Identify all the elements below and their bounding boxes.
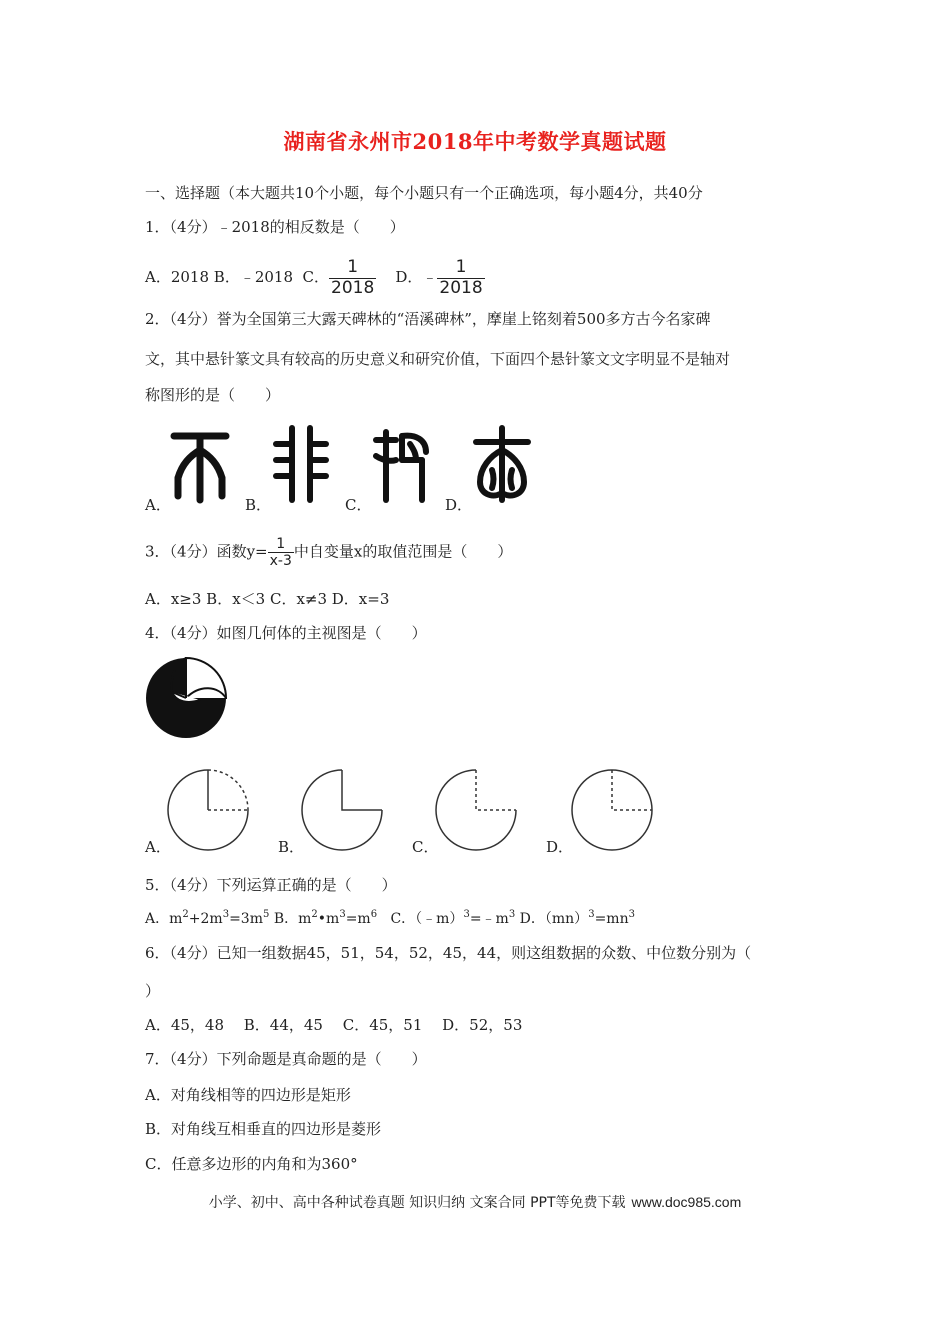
question-3-stem [145, 536, 512, 569]
q5-option-c [390, 911, 515, 927]
q5-c-text: =﹣m [469, 911, 509, 927]
q5-c-text: C．（﹣m） [390, 911, 464, 927]
q5-a-text: =3m [229, 911, 263, 927]
q4-label-a: A． [145, 838, 171, 856]
q1-option-c-prefix: C． [302, 268, 330, 287]
exponent: 3 [508, 909, 516, 920]
q4-label-d: D． [546, 838, 574, 856]
q4-solid-figure-image [142, 652, 230, 744]
q4-option-d-image [568, 766, 658, 852]
q2-label-b: B． [245, 496, 272, 514]
q5-b-text: •m [317, 911, 340, 927]
footer-link[interactable]: www.doc985.com [631, 1194, 742, 1210]
question-2-line-3: 称图形的是（ ） [145, 386, 281, 404]
fraction-denominator: 2018 [439, 277, 483, 298]
q1-option-c-fraction [329, 258, 376, 298]
exponent: 2 [182, 909, 189, 920]
seal-char-a-image [170, 426, 230, 504]
exponent: 3 [588, 909, 595, 920]
seal-char-c-image [372, 426, 432, 504]
q5-option-b [274, 911, 377, 927]
page-footer [0, 1192, 950, 1212]
exponent: 6 [370, 909, 378, 920]
q4-option-c-image [432, 766, 522, 852]
question-1-stem: 1．（4分）﹣2018的相反数是（ ） [145, 218, 405, 236]
q5-option-a [145, 911, 269, 927]
q4-option-a-image [164, 766, 254, 852]
q3-fraction [268, 536, 294, 569]
q3-suffix: 中自变量x的取值范围是（ ） [293, 542, 513, 561]
question-2-line-1: 2．（4分）誉为全国第三大露天碑林的“浯溪碑林”，摩崖上铭刻着500多方古今名家碑 [145, 310, 711, 328]
exponent: 3 [222, 909, 230, 920]
question-6-options: A．45，48 B．44，45 C．45，51 D．52，53 [145, 1016, 523, 1034]
q7-option-b: B．对角线互相垂直的四边形是菱形 [145, 1120, 382, 1138]
question-5-stem: 5．（4分）下列运算正确的是（ ） [145, 876, 397, 894]
footer-text: 小学、初中、高中各种试卷真题 知识归纳 文案合同 PPT等免费下载 [208, 1195, 626, 1211]
q7-option-c: C．任意多边形的内角和为360° [145, 1155, 358, 1173]
question-5-options [145, 908, 635, 930]
question-3-options: A．x≥3 B．x＜3 C．x≠3 D．x=3 [145, 590, 390, 608]
q5-d-text: D．（mn） [519, 911, 589, 927]
q4-label-c: C． [412, 838, 439, 856]
section-heading: 一、选择题（本大题共10个小题，每个小题只有一个正确选项，每小题4分，共40分 [145, 184, 703, 202]
fraction-numerator: 1 [437, 258, 484, 279]
q3-prefix: 3．（4分）函数y= [145, 542, 268, 561]
q5-b-text: =m [345, 911, 371, 927]
seal-char-b-image [272, 424, 330, 504]
question-6-line-2: ） [145, 982, 161, 1000]
q4-option-b-image [298, 766, 388, 852]
question-1-options [145, 258, 485, 298]
exponent: 2 [311, 909, 318, 920]
question-2-line-2: 文，其中悬针篆文具有较高的历史意义和研究价值，下面四个悬针篆文文字明显不是轴对 [145, 350, 731, 368]
exponent: 5 [262, 909, 270, 920]
q5-b-text: B．m [273, 911, 312, 927]
q5-a-text: +2m [188, 911, 223, 927]
question-4-stem: 4．（4分）如图几何体的主视图是（ ） [145, 624, 427, 642]
q1-option-b: B．﹣2018 [213, 268, 293, 287]
question-6-line-1: 6．（4分）已知一组数据45，51，54，52，45，44，则这组数据的众数、中位数分别为（ [145, 944, 752, 962]
fraction-numerator: 1 [268, 536, 294, 553]
q1-option-d-fraction [437, 258, 484, 298]
seal-char-d-image [472, 424, 532, 504]
exponent: 3 [628, 909, 635, 920]
exponent: 3 [339, 909, 346, 920]
fraction-denominator: x-3 [269, 553, 292, 570]
q1-option-a: A．2018 [145, 268, 210, 287]
fraction-denominator: 2018 [331, 277, 375, 298]
exponent: 3 [463, 909, 470, 920]
q5-a-text: A．m [145, 911, 183, 927]
q7-option-a: A．对角线相等的四边形是矩形 [145, 1086, 351, 1104]
fraction-numerator: 1 [329, 258, 376, 279]
q2-label-a: A． [145, 496, 171, 514]
q2-label-d: D． [445, 496, 473, 514]
q1-option-d-prefix: D．﹣ [395, 268, 438, 287]
q2-label-c: C． [345, 496, 372, 514]
page-title: 湖南省永州市2018年中考数学真题试题 [283, 129, 667, 154]
q5-d-text: =mn [594, 911, 629, 927]
question-7-stem: 7．（4分）下列命题是真命题的是（ ） [145, 1050, 427, 1068]
q5-option-d [520, 911, 635, 927]
q4-label-b: B． [278, 838, 305, 856]
